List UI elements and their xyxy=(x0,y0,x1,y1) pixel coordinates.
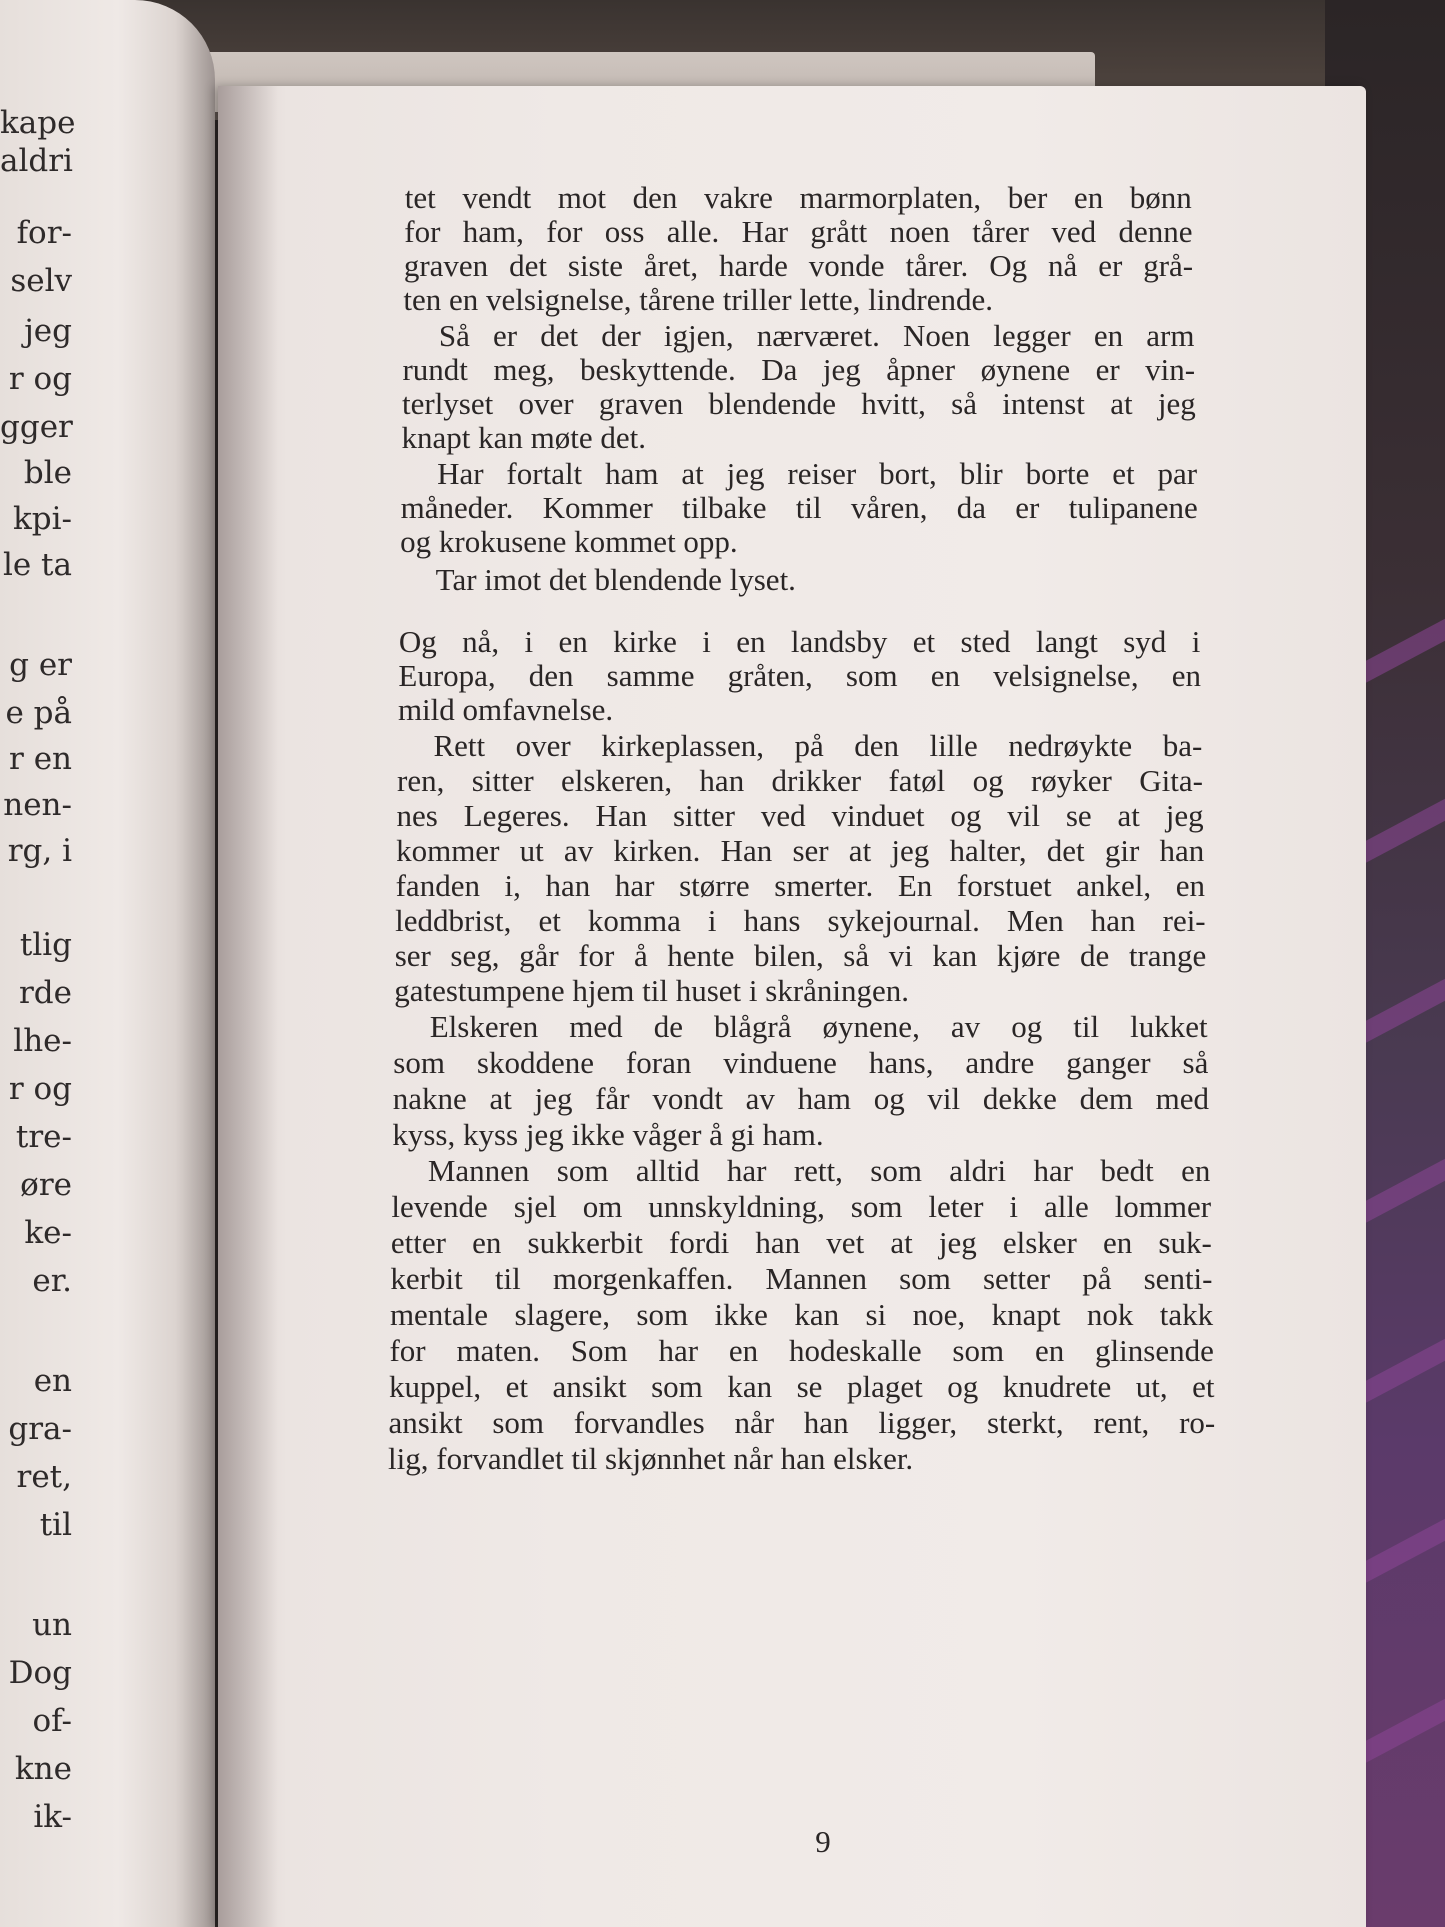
text-line: leddbrist, et komma i hans sykejournal. Men han rei- xyxy=(395,903,1206,938)
text-line: mild omfavnelse. xyxy=(397,692,614,727)
text-line: måneder. Kommer tilbake til våren, da er tulipanene xyxy=(400,490,1198,525)
text-line: og krokusene kommet opp. xyxy=(400,524,738,559)
left-text-fragment: le ta xyxy=(2,547,72,583)
text-line: tet vendt mot den vakre marmorplaten, ber en bønn xyxy=(404,180,1192,215)
text-line: kuppel, et ansikt som kan se plaget og knudrete ut, et xyxy=(388,1369,1215,1404)
left-text-fragment: aldri xyxy=(0,143,73,179)
text-line: rundt meg, beskyttende. Da jeg åpner øynene er vin- xyxy=(402,352,1196,387)
left-text-fragment: øre xyxy=(20,1167,72,1203)
left-text-fragment: ret, xyxy=(16,1459,72,1495)
left-text-fragment: of- xyxy=(32,1703,72,1739)
left-text-fragment: tre- xyxy=(15,1119,72,1155)
text-line: knapt kan møte det. xyxy=(401,420,647,455)
text-line: etter en sukkerbit fordi han vet at jeg elsker en suk- xyxy=(390,1225,1212,1260)
text-line: ren, sitter elskeren, han drikker fatøl og røyker Gita- xyxy=(397,763,1203,798)
left-text-fragment: tlig xyxy=(19,927,72,963)
left-text-fragment: ble xyxy=(23,455,72,491)
left-text-fragment: jeg xyxy=(24,313,72,349)
left-text-fragment: kape xyxy=(0,105,76,141)
text-line: Elskeren med de blågrå øynene, av og til lukket xyxy=(429,1009,1208,1044)
left-text-fragment: for- xyxy=(16,215,72,251)
left-text-fragment: g er xyxy=(9,647,72,683)
fabric-stripe xyxy=(1365,1519,1445,1584)
left-text-fragment: e på xyxy=(5,695,72,731)
text-line: fanden i, han har større smerter. En forstuet ankel, en xyxy=(395,868,1205,903)
left-text-fragment: ke- xyxy=(24,1215,72,1251)
left-text-fragment: kne xyxy=(14,1751,72,1787)
left-page xyxy=(0,0,215,1927)
fabric-stripe xyxy=(1365,799,1445,864)
text-line: nes Legeres. Han sitter ved vinduet og vil se at jeg xyxy=(396,798,1204,833)
left-text-fragment: ik- xyxy=(33,1799,72,1835)
gutter-shadow xyxy=(175,0,215,1927)
left-text-fragment: rde xyxy=(18,975,72,1011)
text-line: kyss, kyss jeg ikke våger å gi ham. xyxy=(392,1117,824,1152)
left-text-fragment: un xyxy=(32,1607,72,1643)
left-text-fragment: gger xyxy=(0,409,73,445)
text-line: for ham, for oss alle. Har grått noen tårer ved denne xyxy=(404,214,1193,249)
left-text-fragment: lhe- xyxy=(13,1023,72,1059)
left-text-fragment: selv xyxy=(10,263,72,299)
text-line: graven det siste året, harde vonde tårer. Og nå er grå- xyxy=(403,248,1194,283)
text-line: gatestumpene hjem til huset i skråningen. xyxy=(394,973,910,1008)
text-line: Og nå, i en kirke i en landsby et sted langt syd i xyxy=(398,624,1201,659)
left-text-fragment: gra- xyxy=(8,1411,72,1447)
right-page xyxy=(218,86,1366,1927)
text-line: kerbit til morgenkaffen. Mannen som setter på senti- xyxy=(390,1261,1213,1296)
text-line: Rett over kirkeplassen, på den lille nedrøykte ba- xyxy=(433,728,1203,763)
left-text-fragment: r og xyxy=(8,361,72,397)
left-text-fragment: rg, i xyxy=(7,833,72,869)
left-text-fragment: r og xyxy=(8,1071,72,1107)
page-text xyxy=(218,86,1366,1927)
text-line: ten en velsignelse, tårene triller lette, lindrende. xyxy=(403,282,993,317)
text-line: levende sjel om unnskyldning, som leter i alle lommer xyxy=(391,1189,1212,1224)
fabric-stripe xyxy=(1365,1699,1445,1764)
fabric-stripe xyxy=(1365,1159,1445,1224)
text-line: som skoddene foran vinduene hans, andre ganger så xyxy=(393,1045,1209,1080)
left-text-fragment: Dog xyxy=(8,1655,72,1691)
left-text-fragment: til xyxy=(39,1507,72,1543)
text-line: ser seg, går for å hente bilen, så vi kan kjøre de trange xyxy=(394,938,1207,973)
text-line: ansikt som forvandles når han ligger, sterkt, rent, ro- xyxy=(388,1405,1216,1440)
text-line: lig, forvandlet til skjønnhet når han elsker. xyxy=(388,1441,914,1476)
text-line: Mannen som alltid har rett, som aldri har bedt en xyxy=(427,1153,1211,1188)
text-line: Har fortalt ham at jeg reiser bort, blir borte et par xyxy=(437,456,1198,491)
left-text-fragment: kpi- xyxy=(12,501,72,537)
fabric-stripe xyxy=(1365,1339,1445,1404)
fabric-stripe xyxy=(1365,619,1445,684)
fabric-stripe xyxy=(1365,979,1445,1044)
left-text-fragment: er. xyxy=(32,1263,72,1299)
text-line: nakne at jeg får vondt av ham og vil dekke dem med xyxy=(392,1081,1210,1116)
text-line: Så er det der igjen, nærværet. Noen legger en arm xyxy=(438,318,1195,353)
left-text-fragment: nen- xyxy=(3,787,72,823)
text-line: kommer ut av kirken. Han ser at jeg halter, det gir han xyxy=(396,833,1205,868)
text-line: mentale slagere, som ikke kan si noe, knapt nok takk xyxy=(389,1297,1214,1332)
left-text-fragment: en xyxy=(33,1363,72,1399)
text-line: for maten. Som har en hodeskalle som en glinsende xyxy=(389,1333,1214,1368)
left-text-fragment: r en xyxy=(9,741,72,777)
text-line: Europa, den samme gråten, som en velsignelse, en xyxy=(398,658,1201,693)
text-line: Tar imot det blendende lyset. xyxy=(435,562,796,597)
text-line: terlyset over graven blendende hvitt, så intenst at jeg xyxy=(402,386,1196,421)
page-number: 9 xyxy=(815,1824,831,1859)
